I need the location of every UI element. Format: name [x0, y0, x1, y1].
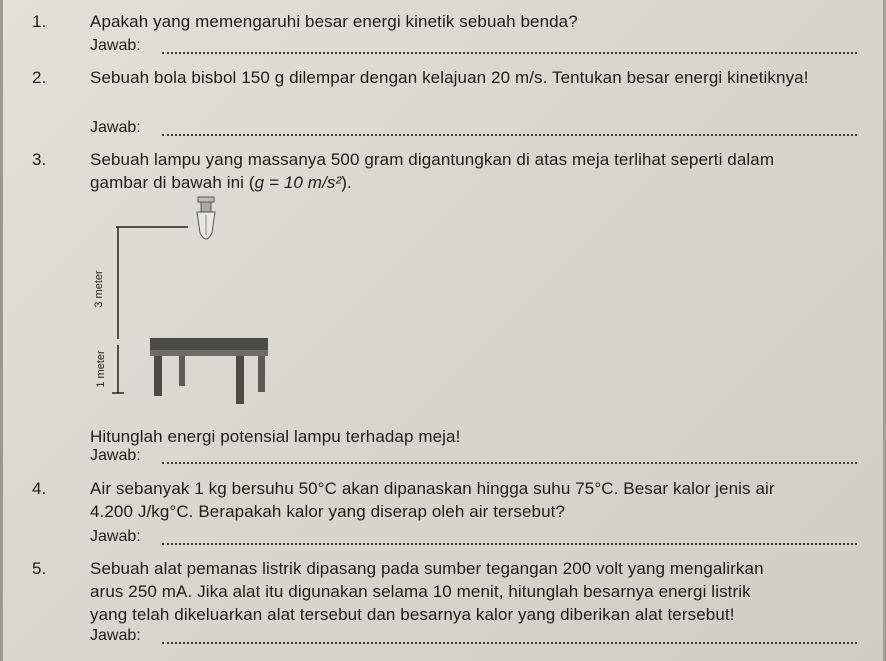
lamp-table-diagram [88, 193, 288, 413]
question-text [90, 148, 880, 194]
question-text-line-3: yang telah dikeluarkan alat tersebut dan besarnya kalor yang diberikan alat tersebut! [90, 605, 735, 624]
question-text-line-1: Air sebanyak 1 kg bersuhu 50°C akan dipanaskan hingga suhu 75°C. Besar kalor jenis air [90, 479, 775, 498]
answer-label: Jawab: [90, 447, 141, 464]
question-number: 1. [32, 12, 47, 31]
question-text-line-2: arus 250 mA. Jika alat itu digunakan selama 10 menit, hitunglah besarnya energi listrik [90, 582, 751, 601]
question-5 [32, 557, 880, 626]
answer-dotted-line [162, 133, 857, 136]
answer-line-1[interactable] [90, 36, 141, 56]
answer-line-2[interactable] [90, 118, 141, 138]
label-3-meter: 3 meter [93, 270, 105, 308]
page-left-edge [0, 0, 3, 661]
followup-text: Hitunglah energi potensial lampu terhadap meja! [90, 427, 461, 446]
question-number: 4. [32, 479, 47, 498]
answer-label: Jawab: [90, 528, 141, 545]
lamp-icon [197, 197, 215, 239]
answer-label: Jawab: [90, 119, 141, 136]
table-leg [179, 356, 185, 386]
table-leg [258, 356, 265, 392]
question-text-line-1: Sebuah lampu yang massanya 500 gram digantungkan di atas meja terlihat seperti dalam [90, 150, 775, 169]
table-leg [236, 356, 244, 404]
formula: g = 10 m/s² [254, 173, 342, 192]
question-text-line-2: 4.200 J/kg°C. Berapakah kalor yang diserap oleh air tersebut? [90, 502, 566, 521]
answer-dotted-line [162, 461, 857, 464]
question-1 [32, 10, 880, 33]
answer-label: Jawab: [90, 37, 141, 54]
question-text [90, 557, 880, 626]
question-text [90, 477, 880, 523]
question-text-line-2 [90, 171, 880, 194]
question-text-line-1: Sebuah alat pemanas listrik dipasang pada sumber tegangan 200 volt yang mengalirkan [90, 559, 764, 578]
question-text: Apakah yang memengaruhi besar energi kinetik sebuah benda? [90, 12, 578, 31]
table-icon [150, 338, 268, 404]
answer-line-5[interactable] [90, 626, 141, 646]
question-text: Sebuah bola bisbol 150 g dilempar dengan kelajuan 20 m/s. Tentukan besar energi kinetiknya! [90, 68, 809, 87]
answer-line-3[interactable] [90, 446, 141, 466]
table-top [150, 338, 268, 350]
table-leg [154, 356, 162, 396]
question-4 [32, 477, 880, 523]
lamp-table-figure [88, 193, 288, 413]
question-3-followup [32, 425, 880, 448]
question-number: 3. [32, 150, 47, 169]
question-number: 2. [32, 68, 47, 87]
label-1-meter: 1 meter [95, 350, 107, 388]
answer-dotted-line [162, 542, 857, 545]
text-segment: gambar di bawah ini ( [90, 173, 255, 192]
answer-label: Jawab: [90, 627, 141, 644]
question-3 [32, 148, 880, 194]
question-2 [32, 66, 880, 89]
answer-line-4[interactable] [90, 527, 141, 547]
question-number: 5. [32, 559, 47, 578]
answer-dotted-line [162, 641, 857, 644]
text-segment: ). [341, 173, 352, 192]
answer-dotted-line [162, 51, 857, 54]
